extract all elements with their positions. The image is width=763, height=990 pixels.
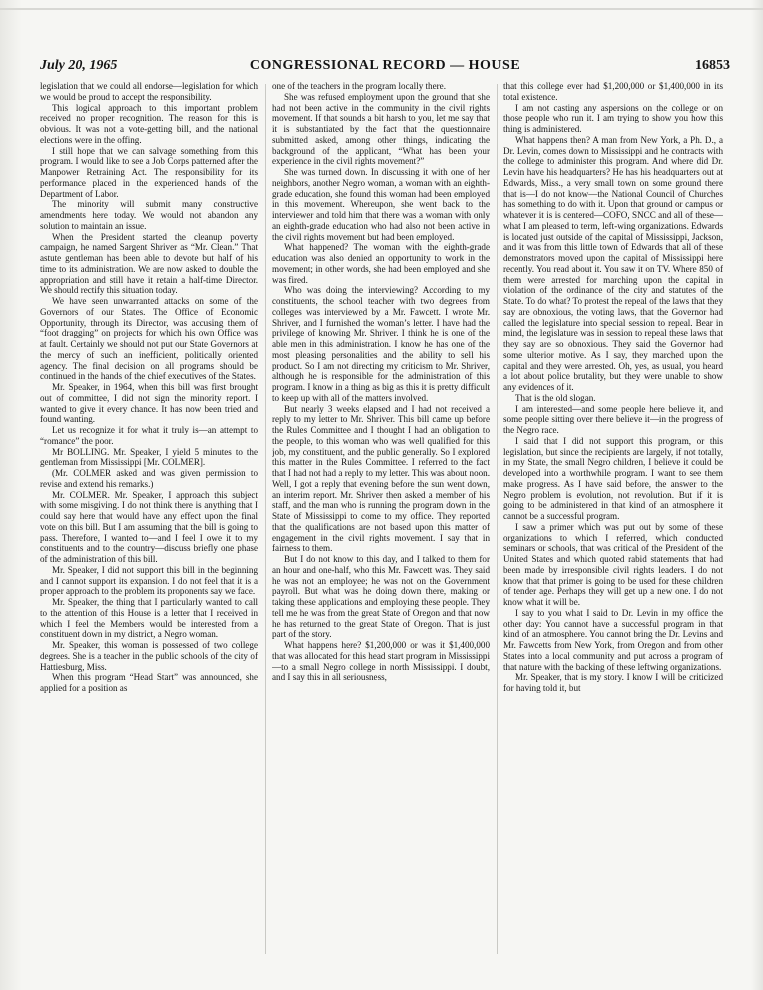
paragraph: Mr. Speaker, I did not support this bill in the beginning and I cannot support its expansion. I do not feel that it is a proper approach to the problem its proponents say we face. — [40, 564, 258, 597]
paragraph: I say to you what I said to Dr. Levin in my office the other day: You cannot have a successful program in that kind of an atmosphere. You cannot bring the Dr. Levins and Mr. Fawcetts from New York, from Oregon and from other States into a local community and put across a program of that nature with the backing of these leftwing organizations. — [503, 607, 723, 672]
scan-top-line — [0, 8, 763, 10]
header-title: CONGRESSIONAL RECORD — HOUSE — [249, 58, 521, 73]
paragraph: She was turned down. In discussing it with one of her neighbors, another Negro woman, a woman with an eighth-grade education, she found this woman had been employed in this movement. Whereupon, she went back to the interviewer and told him that there was a woman with only an eighth-grade education who had also not been active in the civil rights movement but had been employed. — [272, 167, 490, 242]
paragraph: (Mr. COLMER asked and was given permission to revise and extend his remarks.) — [40, 468, 258, 489]
paragraph: This logical approach to this important problem received no proper recognition. The reason for this is obvious. It was not a vote-getting bill, and the national elections were in the offing. — [40, 102, 258, 145]
paragraph: When the President started the cleanup poverty campaign, he named Sargent Shriver as “Mr. Clean.” That astute gentleman has been able to devote but half of his time to its administration. We are now asked to double the appropriation and still have it retain a half-time Director. We should rectify this situation today. — [40, 231, 258, 296]
text-column-3 — [503, 81, 723, 961]
column-divider — [265, 84, 266, 954]
paragraph: I said that I did not support this program, or this legislation, but since the recipients are largely, if not totally, in my State, the small Negro children, I believe it could be developed into a worthwhile program. I want to see them make progress. As I have said before, the answer to the Negro problem is evolution, not revolution. But if it is going to be administered in that kind of an atmosphere it cannot be a successful program. — [503, 435, 723, 521]
paragraph: I am not casting any aspersions on the college or on those people who run it. I am trying to show you how this thing is administered. — [503, 102, 723, 134]
text-column-2 — [272, 81, 490, 961]
scan-right-edge — [751, 0, 763, 990]
column-divider — [497, 84, 498, 954]
paragraph: Mr. Speaker, this woman is possessed of two college degrees. She is a teacher in the public schools of the city of Hattiesburg, Miss. — [40, 640, 258, 672]
paragraph: Mr. COLMER. Mr. Speaker, I approach this subject with some misgiving. I do not think there is anything that I could say here that would have any effect upon the final vote on this bill. But I am assuming that the bill is going to pass. Therefore, I wanted to—and I feel I owe it to my constituents and to the country—discuss briefly one phase of the administration of this bill. — [40, 489, 258, 564]
paragraph: What happens here? $1,200,000 or was it $1,400,000 that was allocated for this head start program in Mississippi—to a small Negro college in north Mississippi. I doubt, and I say this in all seriousness, — [272, 640, 490, 683]
paragraph: Mr. Speaker, in 1964, when this bill was first brought out of committee, I did not sign the minority report. I wanted to give it every chance. It has now been tried and found wanting. — [40, 382, 258, 425]
paragraph: legislation that we could all endorse—legislation for which we would be proud to accept the responsibility. — [40, 81, 258, 102]
header-date: July 20, 1965 — [40, 58, 118, 73]
paragraph: Let us recognize it for what it truly is—an attempt to “romance” the poor. — [40, 425, 258, 446]
paragraph: That is the old slogan. — [515, 392, 596, 403]
paragraph: I saw a primer which was put out by some of these organizations to which I referred, which conducted seminars or schools, that was critical of the President of the United States and which quoted rabid statements that had been made by irresponsible civil rights leaders. I do not know that that primer is going to be used for these children of tender age. Perhaps they will get up a new one. I do not know what it will be. — [503, 521, 723, 607]
paragraph: When this program “Head Start” was announced, she applied for a position as — [40, 672, 258, 693]
paragraph: I am interested—and some people here believe it, and some people sitting over there believe it—in the progress of the Negro race. — [503, 403, 723, 435]
paragraph: What happened? The woman with the eighth-grade education was also denied an opportunity to work in the movement; in other words, she had been employed and she was fired. — [272, 242, 490, 285]
text-column-1 — [40, 81, 258, 961]
page-header — [40, 58, 730, 78]
paragraph: Mr. Speaker, the thing that I particularly wanted to call to the attention of this House is a letter that I received in which I feel the Members would be interested from a constituent down in my district, a Negro woman. — [40, 597, 258, 640]
scan-left-edge — [0, 0, 22, 990]
header-page-number: 16853 — [695, 58, 730, 73]
paragraph: I still hope that we can salvage something from this program. I would like to see a Job Corps patterned after the Manpower Retraining Act. The responsibility for its performance placed in the experienced hands of the Department of Labor. — [40, 145, 258, 199]
paragraph: Mr BOLLING. Mr. Speaker, I yield 5 minutes to the gentleman from Mississippi [Mr. COLMER]. — [40, 446, 258, 468]
paragraph: Who was doing the interviewing? According to my constituents, the school teacher with two degrees from colleges was interviewed by a Mr. Fawcett. I wrote Mr. Shriver, and I furnished the woman’s letter. I have had the privilege of knowing Mr. Shriver. I think he is one of the able men in this administration. I know he has one of the most pleasing personalities and the ability to sell his product. So I am not directing my criticism to Mr. Shriver, although he is responsible for the administration of this program. I know in a thing as big as this it is pretty difficult to keep up with all of the matters involved. — [272, 285, 490, 403]
paragraph: But nearly 3 weeks elapsed and I had not received a reply to my letter to Mr. Shriver. This bill came up before the Rules Committee and I thought I had an obligation to the people, to this woman who was well qualified for this job, my constituent, and the public generally. So I explored this matter in the Rules Committee. I referred to the fact that I had not had a reply to my letter. This was about noon. Well, I got a reply that evening before the sun went down, an interim report. Mr. Shriver then asked a member of his staff, and the man who is running the program down in the State of Mississippi to come to my office. They reported that the qualifications are not based upon this matter of engagement in the civil rights movement. I say that in fairness to them. — [272, 403, 490, 554]
paragraph: What happens then? A man from New York, a Ph. D., a Dr. Levin, comes down to Mississippi and he contracts with the college to administer this program. And where did Dr. Levin have his headquarters? He has his headquarters out at Edwards, Miss., a very small town on some ground there that is—I do not know—the National Council of Churches has something to do with it. Upon that ground or campus or whatever it is is centered—COFO, SNCC and all of these—what I am pleased to term, left-wing organizations. Edwards is located just outside of the capital of Mississippi, Jackson, and it was from this little town of Edwards that all of these demonstrators moved upon the capital of Mississippi here recently. You read about it. You saw it on TV. Where 850 of them were arrested for marching upon the capital in violation of the ordinance of the city and statutes of the State. To do what? To protest the repeal of the laws that they say are obnoxious, the voting laws, that the Governor had called the legislature into special session to repeal. Bear in mind, the legislature was in session to repeal these laws that they say are so obnoxious. They said the Governor had some ulterior motive. As I say, they marched upon the capital and they were arrested. Oh, yes, as usual, you heard a lot about police brutality, but they were unable to show any evidences of it. — [503, 134, 723, 392]
paragraph: that this college ever had $1,200,000 or $1,400,000 in its total existence. — [503, 81, 723, 102]
paragraph: She was refused employment upon the ground that she had not been active in the community in the civil rights movement. If that sounds a bit harsh to you, let me say that it is substantiated by the fact that the questionnaire submitted asked, among other things, indicating the background of the applicant, “What has been your experience in the civil rights movement?” — [272, 91, 490, 167]
paragraph: But I do not know to this day, and I talked to them for an hour and one-half, who this Mr. Fawcett was. They said he was not an employee; he was not on the Government payroll. But what was he doing down there, making or taking these applications and employing these people. They tell me he was from the great State of Oregon and that now he has returned to the great State of Oregon. That is just part of the story. — [272, 554, 490, 640]
paragraph: We have seen unwarranted attacks on some of the Governors of our States. The Office of Economic Opportunity, through its Director, was accusing them of “foot dragging” on projects for which his own Office was at fault. Certainly we should not put our State Governors at the mercy of such an inefficient, politically oriented agency. The final decision on all programs should be continued in the hands of the chief executives of the States. — [40, 296, 258, 382]
paragraph: The minority will submit many constructive amendments here today. We would not abandon any solution to maintain an issue. — [40, 199, 258, 231]
paragraph: Mr. Speaker, that is my story. I know I will be criticized for having told it, but — [503, 672, 723, 693]
paragraph: one of the teachers in the program locally there. — [272, 81, 446, 91]
